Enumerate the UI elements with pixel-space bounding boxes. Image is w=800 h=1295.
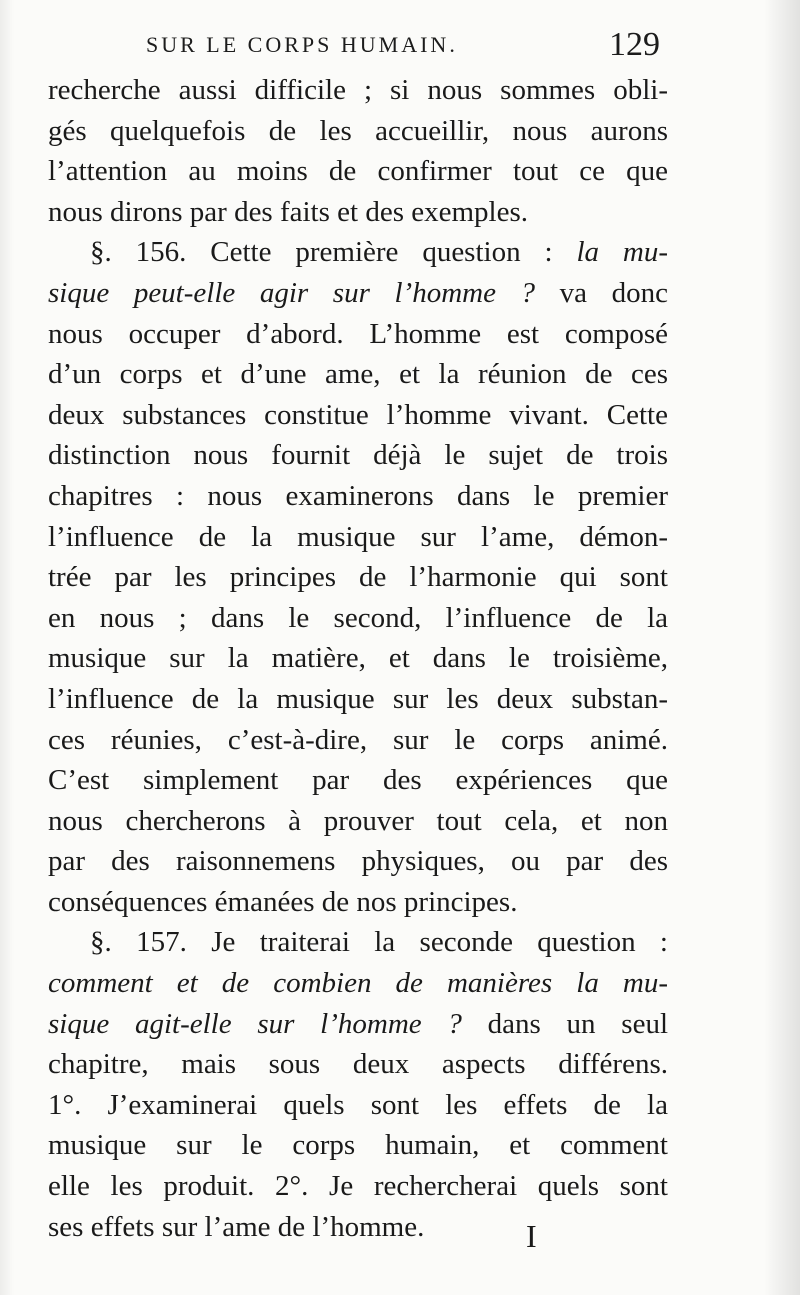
text-line: gés quelquefois de les accueillir, nous aurons	[48, 114, 668, 147]
page-right-shadow	[764, 0, 800, 1295]
text-line	[48, 273, 668, 314]
text-line: trée par les principes de l’harmonie qui sont	[48, 561, 668, 594]
text-line: chapitre, mais sous deux aspects différens.	[48, 1048, 668, 1081]
text-line: chapitres : nous examinerons dans le premier	[48, 479, 668, 512]
italic-run: sique peut-elle agir sur l’homme ?	[48, 276, 536, 309]
text-line: musique sur le corps humain, et comment	[48, 1129, 668, 1162]
text-line: nous chercherons à prouver tout cela, et non	[48, 804, 668, 837]
paragraph-156-start	[48, 232, 668, 273]
text-line	[48, 1004, 668, 1045]
text-line: l’influence de la musique sur l’ame, démon-	[48, 520, 668, 553]
text-run: va donc	[535, 276, 668, 309]
text-line: C’est simplement par des expériences que	[48, 764, 668, 797]
text-line: par des raisonnemens physiques, ou par des	[48, 845, 668, 878]
text-line: conséquences émanées de nos principes.	[48, 885, 518, 918]
text-line: recherche aussi difficile ; si nous sommes obli-	[48, 74, 668, 106]
text-line: d’un corps et d’une ame, et la réunion de ces	[48, 358, 668, 391]
body-text	[48, 70, 668, 1247]
text-line: ces réunies, c’est-à-dire, sur le corps animé.	[48, 723, 668, 756]
text-line: nous occuper d’abord. L’homme est composé	[48, 317, 668, 350]
text-line: l’influence de la musique sur les deux substan-	[48, 682, 668, 715]
signature-mark: I	[526, 1218, 537, 1254]
text-line: l’attention au moins de confirmer tout ce que	[48, 155, 668, 188]
italic-line: comment et de combien de manières la mu-	[48, 967, 668, 1000]
text-run: §. 156. Cette première question :	[90, 236, 577, 269]
page-number: 129	[609, 26, 660, 63]
paragraph-157-start: §. 157. Je traiterai la seconde question :	[90, 926, 668, 959]
italic-run: sique agit-elle sur l’homme ?	[48, 1007, 462, 1040]
page-left-shadow	[0, 0, 14, 1295]
text-line: distinction nous fournit déjà le sujet de trois	[48, 439, 668, 472]
text-line: en nous ; dans le second, l’influence de la	[48, 601, 668, 634]
text-line: deux substances constitue l’homme vivant. Cette	[48, 398, 668, 431]
text-line: musique sur la matière, et dans le troisième,	[48, 642, 668, 675]
text-line: ses effets sur l’ame de l’homme.	[48, 1210, 425, 1243]
text-run: dans un seul	[461, 1007, 669, 1040]
text-line: nous dirons par des faits et des exemples.	[48, 195, 529, 228]
running-head: SUR LE CORPS HUMAIN.	[146, 32, 458, 57]
text-line: elle les produit. 2°. Je rechercherai quels sont	[48, 1170, 668, 1203]
italic-run: la mu-	[576, 236, 668, 269]
text-line: 1°. J’examinerai quels sont les effets de la	[48, 1088, 668, 1121]
